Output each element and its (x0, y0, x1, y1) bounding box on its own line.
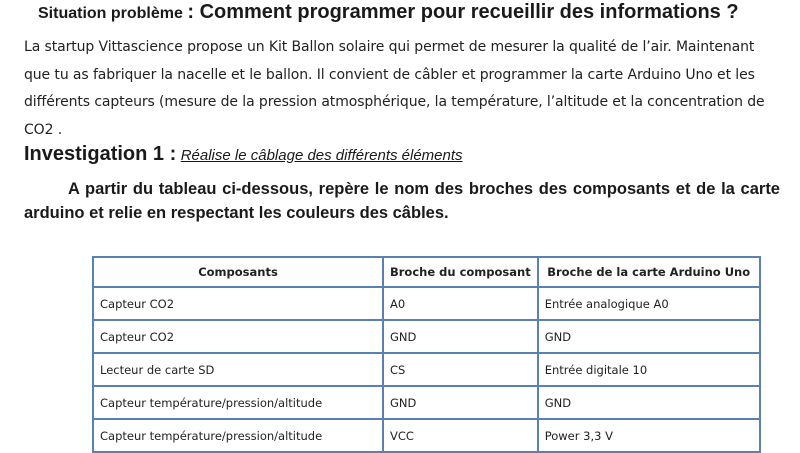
instruction-paragraph: A partir du tableau ci-dessous, repère le nom des broches des composants et de la carte arduino et relie en respectant les couleurs des câbles. (24, 180, 780, 222)
cell-composant: Lecteur de carte SD (93, 353, 383, 386)
cell-broche-composant: A0 (383, 287, 538, 320)
table-header-row (93, 257, 760, 287)
cell-broche-arduino: Power 3,3 V (538, 419, 760, 452)
table-row (93, 353, 760, 386)
column-header-broche-composant: Broche du composant (383, 257, 538, 287)
cell-composant: Capteur CO2 (93, 320, 383, 353)
intro-paragraph: La startup Vittascience propose un Kit Ballon solaire qui permet de mesurer la qualité de l’air. Maintenant que tu as fabriquer la nacelle et le ballon. Il convient de câbler et programmer la carte Arduino Uno et les différents capteurs (mesure de la pression atmosphérique, la température, l’altitude et la concentration de CO2 . (24, 39, 765, 138)
column-header-composants: Composants (93, 257, 383, 287)
investigation-subtitle: Réalise le câblage des différents éléments (180, 147, 463, 164)
table-row (93, 320, 760, 353)
cell-broche-composant: VCC (383, 419, 538, 452)
investigation-heading (24, 143, 784, 166)
cell-composant: Capteur CO2 (93, 287, 383, 320)
cell-broche-arduino: Entrée analogique A0 (538, 287, 760, 320)
cell-composant: Capteur température/pression/altitude (93, 386, 383, 419)
wiring-table (92, 256, 761, 453)
cell-broche-composant: CS (383, 353, 538, 386)
cell-broche-arduino: GND (538, 386, 760, 419)
table-row (93, 287, 760, 320)
table-row (93, 386, 760, 419)
cell-broche-arduino: Entrée digitale 10 (538, 353, 760, 386)
cell-broche-composant: GND (383, 386, 538, 419)
column-header-broche-arduino: Broche de la carte Arduino Uno (538, 257, 760, 287)
page-title (38, 1, 798, 24)
cell-composant: Capteur température/pression/altitude (93, 419, 383, 452)
cell-broche-composant: GND (383, 320, 538, 353)
title-prefix: Situation problème (38, 5, 183, 22)
cell-broche-arduino: GND (538, 320, 760, 353)
table-row (93, 419, 760, 452)
investigation-label: Investigation 1 : (24, 143, 177, 165)
title-question: : Comment programmer pour recueillir des informations ? (187, 1, 739, 23)
